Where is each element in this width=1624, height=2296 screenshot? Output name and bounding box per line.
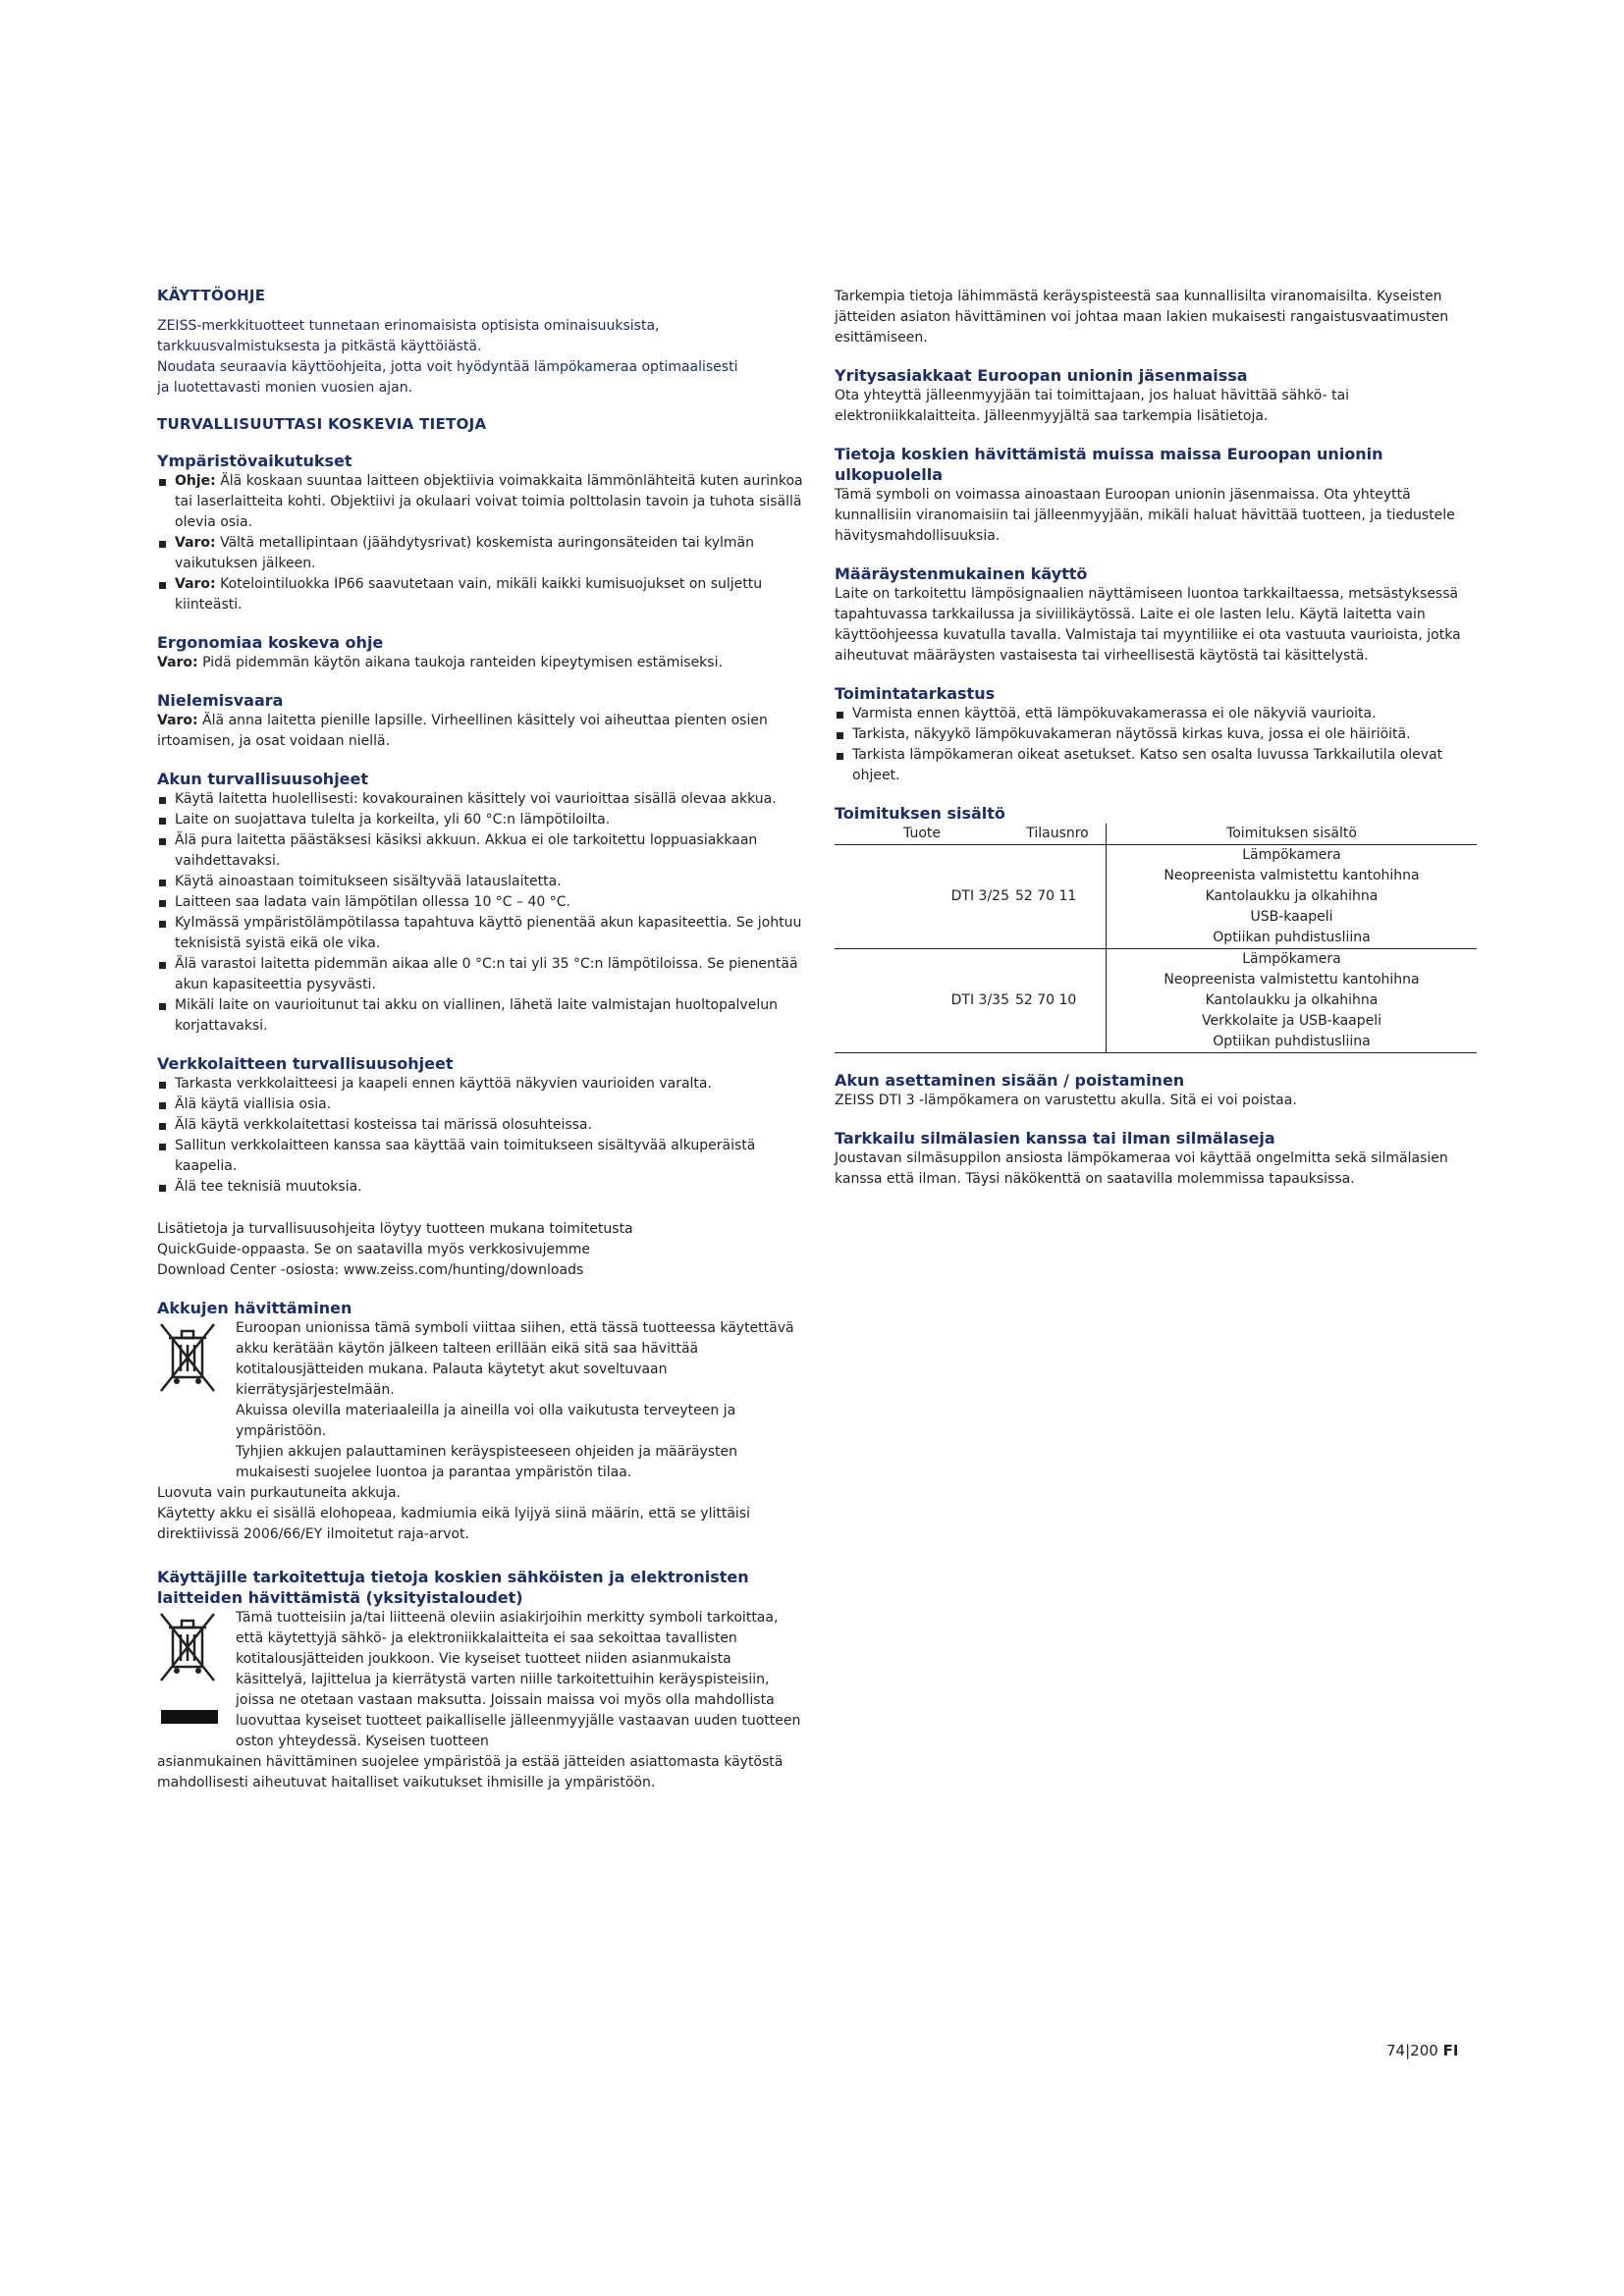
delivery-table <box>835 824 1477 1053</box>
battery-insert-section: Akun asettaminen sisään / poistaminen ZEISS DTI 3 -lämpökamera on varustettu akulla. Sitä ei voi poistaa. <box>835 1070 1483 1111</box>
glasses-section: Tarkkailu silmälasien kanssa tai ilman silmälaseja Joustavan silmäsuppilon ansiosta lämpökameraa voi käyttää ongelmitta sekä silmälasien kanssa että ilman. Täysi näkökenttä on saatavilla molemmissa tapauksissa. <box>835 1128 1483 1190</box>
page-number: 74|200 FI <box>1386 2042 1459 2059</box>
intro-line: ja luotettavasti monien vuosien ajan. <box>157 380 413 396</box>
order-cell: 52 70 10 <box>1009 949 1107 1053</box>
contents-cell: Lämpökamera Neopreenista valmistettu kantohihna Kantolaukku ja olkahihna Verkkolaite ja USB-kaapeli Optiikan puhdistusliina <box>1107 949 1478 1053</box>
intro-line: ZEISS-merkkituotteet tunnetaan erinomaisista optisista ominaisuuksista, <box>157 318 660 334</box>
table-row <box>835 845 1477 949</box>
charger-item: Älä tee teknisiä muutoksia. <box>157 1177 805 1198</box>
charger-section <box>157 1053 805 1198</box>
right-intro: Tarkempia tietoja lähimmästä keräyspisteestä saa kunnallisilta viranomaisilta. Kyseisten jätteiden asiaton hävittäminen voi johtaa maan lakien mukaisesti rangaistusvaatimusten esittämiseen. <box>835 289 1449 346</box>
delivery-section <box>835 803 1483 1053</box>
charger-item: Tarkasta verkkolaitteesi ja kaapeli ennen käyttöä näkyvien vaurioiden varalta. <box>157 1074 805 1095</box>
battery-disposal-note: Luovuta vain purkautuneita akkuja. <box>157 1485 401 1501</box>
product-cell: DTI 3/25 <box>835 845 1009 949</box>
battery-disposal-para: Euroopan unionissa tämä symboli viittaa siihen, että tässä tuotteessa käytettävä akku kerätään käytön jälkeen talteen erillään eikä sitä saa hävittää kotitalousjätteiden mukana. Palauta käytetyt akut soveltuvaan kierrätysjärjestelmään. <box>236 1320 794 1398</box>
check-item: Varmista ennen käyttöä, että lämpökuvakamerassa ei ole näkyviä vaurioita. <box>835 704 1483 724</box>
intended-use-heading: Määräystenmukainen käyttö <box>835 564 1088 583</box>
battery-disposal-heading: Akkujen hävittäminen <box>157 1299 352 1317</box>
outside-eu-heading: Tietoja koskien hävittämistä muissa maissa Euroopan unionin ulkopuolella <box>835 445 1383 484</box>
battery-item: Laitteen saa ladata vain lämpötilan ollessa 10 °C – 40 °C. <box>157 892 805 913</box>
business-section: Yritysasiakkaat Euroopan unionin jäsenmaissa Ota yhteyttä jälleenmyyjään tai toimittajaan, jos haluat hävittää sähkö- tai elektroniikkalaitteita. Jälleenmyyjältä saa tarkempia lisätietoja. <box>835 365 1483 427</box>
more-info-line: QuickGuide-oppaasta. Se on saatavilla myös verkkosivujemme <box>157 1242 591 1257</box>
weee-heading: Käyttäjille tarkoitettuja tietoja koskien sähköisten ja elektronisten laitteiden hävittämistä (yksityistaloudet) <box>157 1568 749 1607</box>
battery-item: Kylmässä ympäristölämpötilassa tapahtuva käyttö pienentää akun kapasiteettia. Se johtuu teknisistä syistä eikä ole vika. <box>157 913 805 954</box>
more-info <box>157 1219 805 1281</box>
col-header: Tuote <box>835 824 1009 845</box>
battery-item: Käytä ainoastaan toimitukseen sisältyvää latauslaitetta. <box>157 872 805 892</box>
battery-disposal-para: Akuissa olevilla materiaaleilla ja aineilla voi olla vaikutusta terveyteen ja ympäristöön. <box>236 1403 736 1439</box>
contents-cell: Lämpökamera Neopreenista valmistettu kantohihna Kantolaukku ja olkahihna USB-kaapeli Optiikan puhdistusliina <box>1107 845 1478 949</box>
check-item: Tarkista lämpökameran oikeat asetukset. Katso sen osalta luvussa Tarkkailutila olevat ohjeet. <box>835 745 1483 786</box>
charger-item: Älä käytä viallisia osia. <box>157 1095 805 1115</box>
charger-heading: Verkkolaitteen turvallisuusohjeet <box>157 1054 454 1073</box>
left-column <box>157 287 805 1810</box>
outside-eu-section: Tietoja koskien hävittämistä muissa maissa Euroopan unionin ulkopuolella Tämä symboli on voimassa ainoastaan Euroopan unionin jäsenmaissa. Ota yhteyttä kunnallisiin viranomaisiin tai jälleenmyyjään, mikäli haluat hävittää tuotteen, ja tiedustele hävitysmahdollisuuksia. <box>835 444 1483 547</box>
table-row <box>835 949 1477 1053</box>
battery-section <box>157 769 805 1037</box>
more-info-line: Download Center -osiosta: www.zeiss.com/hunting/downloads <box>157 1262 584 1278</box>
intro-line: tarkkuusvalmistuksesta ja pitkästä käyttöiästä. <box>157 339 482 354</box>
function-check-heading: Toimintatarkastus <box>835 684 996 703</box>
battery-heading: Akun turvallisuusohjeet <box>157 770 369 788</box>
battery-item: Laite on suojattava tulelta ja korkeilta, yli 60 °C:n lämpötiloilta. <box>157 810 805 830</box>
weee-text: Tämä tuotteisiin ja/tai liitteenä oleviin asiakirjoihin merkitty symboli tarkoittaa, että käytettyjä sähkö- ja elektroniikkalaitteita ei saa sekoittaa tavallisten kotitalousjätteiden joukkoon. Vie kyseiset tuotteet niiden asianmukaista käsittelyä, lajittelua ja kierrätystä varten niille tarkoitettuihin keräyspisteisiin, joissa ne otetaan vastaan maksutta. Joissain maissa voi myös olla mahdollista luovuttaa kyseiset tuotteet paikalliselle jälleenmyyjälle vastaavan uuden tuotteen oston yhteydessä. Kyseisen tuotteen <box>236 1610 801 1749</box>
product-cell: DTI 3/35 <box>835 949 1009 1053</box>
env-item: Ohje: Älä koskaan suuntaa laitteen objektiivia voimakkaita lämmönlähteitä kuten aurinkoa tai laserlaitteita kohti. Objektiivi ja okulaari voivat toimia polttolasin tavoin ja tuhota sisällä olevia osia. <box>157 471 805 533</box>
intro-line: Noudata seuraavia käyttöohjeita, jotta voit hyödyntää lämpökameraa optimaalisesti <box>157 359 738 375</box>
doc-title: KÄYTTÖOHJE <box>157 287 266 304</box>
battery-item: Älä pura laitetta päästäksesi käsiksi akkuun. Akkua ei ole tarkoitettu loppuasiakkaan vaihdettavaksi. <box>157 830 805 872</box>
charger-item: Sallitun verkkolaitteen kanssa saa käyttää vain toimitukseen sisältyvää alkuperäistä kaapelia. <box>157 1136 805 1177</box>
env-heading: Ympäristövaikutukset <box>157 452 352 470</box>
col-header: Tilausnro <box>1009 824 1107 845</box>
battery-item: Käytä laitetta huolellisesti: kovakourainen käsittely voi vaurioittaa sisällä olevaa akkua. <box>157 789 805 810</box>
env-item: Varo: Kotelointiluokka IP66 saavutetaan vain, mikäli kaikki kumisuojukset on suljettu kiinteästi. <box>157 574 805 615</box>
right-column <box>835 287 1483 1206</box>
battery-disposal-section <box>157 1298 805 1545</box>
weee-section <box>157 1567 805 1793</box>
env-item: Varo: Vältä metallipintaan (jäähdytysrivat) koskemista auringonsäteiden tai kylmän vaikutuksen jälkeen. <box>157 533 805 574</box>
battery-item: Mikäli laite on vaurioitunut tai akku on viallinen, lähetä laite valmistajan huoltopalvelun korjattavaksi. <box>157 995 805 1037</box>
battery-item: Älä varastoi laitetta pidemmän aikaa alle 0 °C:n tai yli 35 °C:n lämpötiloissa. Se pienentää akun kapasiteettia pysyvästi. <box>157 954 805 995</box>
glasses-heading: Tarkkailu silmälasien kanssa tai ilman silmälaseja <box>835 1129 1275 1148</box>
more-info-line: Lisätietoja ja turvallisuusohjeita löytyy tuotteen mukana toimitetusta <box>157 1221 633 1237</box>
check-item: Tarkista, näkyykö lämpökuvakameran näytössä kirkas kuva, jossa ei ole häiriöitä. <box>835 724 1483 745</box>
delivery-heading: Toimituksen sisältö <box>835 804 1005 823</box>
env-section <box>157 451 805 615</box>
charger-item: Älä käytä verkkolaitettasi kosteissa tai märissä olosuhteissa. <box>157 1115 805 1136</box>
swallow-heading: Nielemisvaara <box>157 691 284 710</box>
ergo-heading: Ergonomiaa koskeva ohje <box>157 633 384 652</box>
battery-insert-heading: Akun asettaminen sisään / poistaminen <box>835 1071 1185 1090</box>
order-cell: 52 70 11 <box>1009 845 1107 949</box>
battery-disposal-para: Tyhjien akkujen palauttaminen keräyspisteeseen ohjeiden ja määräysten mukaisesti suojelee luontoa ja parantaa ympäristön tilaa. <box>236 1444 738 1480</box>
weee-note: asianmukainen hävittäminen suojelee ympäristöä ja estää jätteiden asiattomasta käytöstä mahdollisesti aiheutuvat haitalliset vaikutukset ihmisille ja ympäristöön. <box>157 1754 784 1790</box>
swallow-section: Nielemisvaara Varo: Älä anna laitetta pienille lapsille. Virheellinen käsittely voi aiheuttaa pienten osien irtoamisen, ja osat voidaan niellä. <box>157 690 805 752</box>
crossed-bin-icon <box>157 1318 236 1399</box>
weee-bin-icon <box>157 1608 236 1730</box>
safety-title: TURVALLISUUTTASI KOSKEVIA TIETOJA <box>157 415 487 433</box>
col-header: Toimituksen sisältö <box>1107 824 1478 845</box>
battery-disposal-note: Käytetty akku ei sisällä elohopeaa, kadmiumia eikä lyijyä siinä määrin, että se ylittäisi direktiivissä 2006/66/EY ilmoitetut raja-arvot. <box>157 1506 750 1542</box>
intro <box>157 316 805 399</box>
intended-use-section: Määräystenmukainen käyttö Laite on tarkoitettu lämpösignaalien näyttämiseen luontoa tarkkailtaessa, metsästyksessä tapahtuvassa tarkkailussa ja siviilikäytössä. Laite ei ole lasten lelu. Käytä laitetta vain käyttöohjeessa kuvatulla tavalla. Valmistaja tai myyntiliike ei ota vastuuta vaurioista, jotka aiheutuvat määräysten vastaisesta tai virheellisestä käytöstä tai käsittelystä. <box>835 563 1483 667</box>
function-check-section <box>835 683 1483 786</box>
business-heading: Yritysasiakkaat Euroopan unionin jäsenmaissa <box>835 366 1248 385</box>
ergo-section: Ergonomiaa koskeva ohje Varo: Pidä pidemmän käytön aikana taukoja ranteiden kipeytymisen estämiseksi. <box>157 632 805 673</box>
